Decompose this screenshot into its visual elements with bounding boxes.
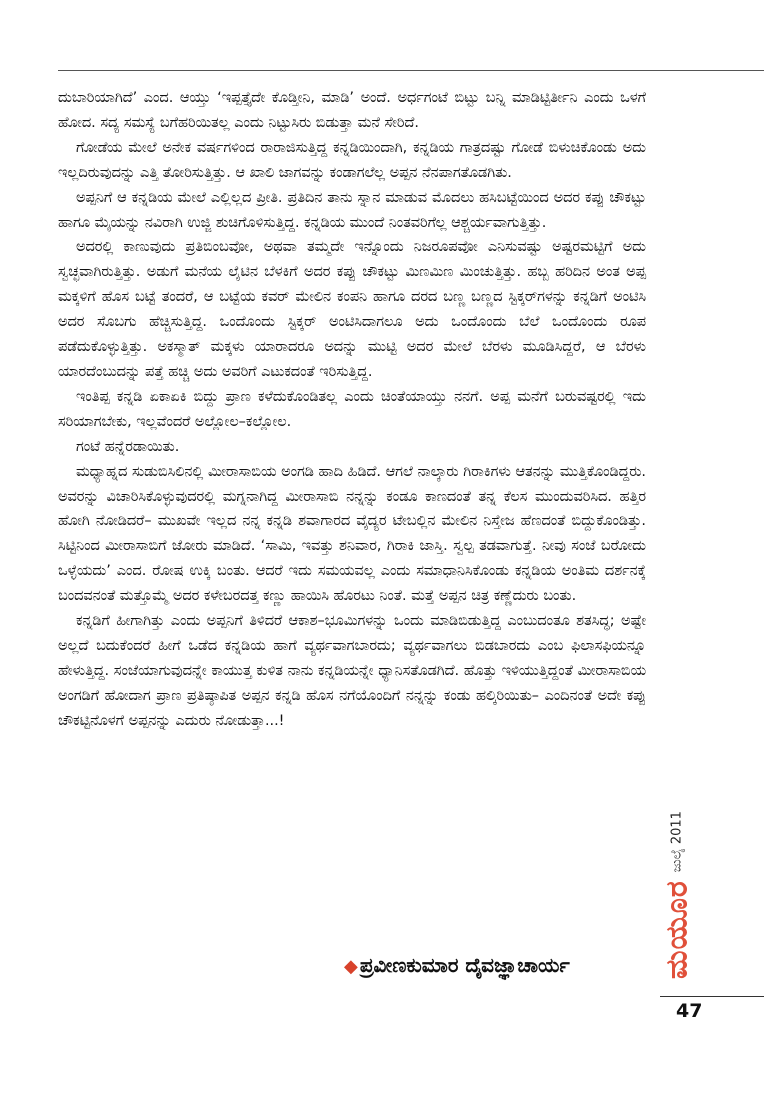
- top-rule: [58, 70, 764, 71]
- magazine-logo: ಮಯೂರ: [659, 880, 695, 979]
- paragraph: ಗಂಟೆ ಹನ್ನೆರಡಾಯಿತು.: [76, 438, 180, 455]
- page-number: 47: [676, 1000, 703, 1022]
- paragraph: ದುಬಾರಿಯಾಗಿದೆ’ ಎಂದ. ಆಯ್ತು ‘ಇಪ್ಪತ್ತೈದೇ ಕೊಡ್ತೀನಿ, ಮಾಡಿ’ ಅಂದೆ. ಅರ್ಧಗಂಟೆ ಬಿಟ್ಟು ಬನ್ನಿ ಮಾಡಿಟ್ಟಿರ್ತೀನಿ ಎಂದು ಒಳಗೆ ಹೋದ. ಸದ್ಯ ಸಮಸ್ಯೆ ಬಗೆಹರಿಯಿತಲ್ಲ ಎಂದು ನಿಟ್ಟುಸಿರು ಬಿಡುತ್ತಾ ಮನೆ ಸೇರಿದೆ.: [58, 90, 646, 131]
- author-byline: [344, 953, 664, 977]
- paragraph: ಇಂತಿಪ್ಪ ಕನ್ನಡಿ ಏಕಾಏಕಿ ಬಿದ್ದು ಪ್ರಾಣ ಕಳೆದುಕೊಂಡಿತಲ್ಲ ಎಂದು ಚಿಂತೆಯಾಯ್ತು ನನಗೆ. ಅಪ್ಪ ಮನೆಗೆ ಬರುವಷ್ಟರಲ್ಲಿ ಇದು ಸರಿಯಾಗಬೇಕು, ಇಲ್ಲವೆಂದರೆ ಅಲ್ಲೋಲ–ಕಲ್ಲೋಲ.: [58, 388, 646, 430]
- magazine-sidebar: [657, 800, 697, 990]
- paragraph: ಅದರಲ್ಲಿ ಕಾಣುವುದು ಪ್ರತಿಬಿಂಬವೋ, ಅಥವಾ ತಮ್ಮದೇ ಇನ್ನೊಂದು ನಿಜರೂಪವೋ ಎನಿಸುವಷ್ಟು ಅಷ್ಟರಮಟ್ಟಿಗೆ ಅದು ಸ್ವಚ್ಛವಾಗಿರುತ್ತಿತ್ತು. ಅಡುಗೆ ಮನೆಯ ಲೈಟಿನ ಬೆಳಕಿಗೆ ಅದರ ಕಪ್ಪು ಚೌಕಟ್ಟು ಮಿಣಮಿಣ ಮಿಂಚುತ್ತಿತ್ತು. ಹಬ್ಬ ಹರಿದಿನ ಅಂತ ಅಪ್ಪ ಮಕ್ಕಳಿಗೆ ಹೊಸ ಬಟ್ಟೆ ತಂದರೆ, ಆ ಬಟ್ಟೆಯ ಕವರ್ ಮೇಲಿನ ಕಂಪನಿ ಹಾಗೂ ದರದ ಬಣ್ಣ ಬಣ್ಣದ ಸ್ಟಿಕ್ಕರ್‌ಗಳನ್ನು ಕನ್ನಡಿಗೆ ಅಂಟಿಸಿ ಅದರ ಸೊಬಗು ಹೆಚ್ಚಿಸುತ್ತಿದ್ದ. ಒಂದೊಂದು ಸ್ಟಿಕ್ಕರ್ ಅಂಟಿಸಿದಾಗಲೂ ಅದು ಒಂದೊಂದು ಬೆಲೆ ಒಂದೊಂದು ರೂಪ ಪಡೆದುಕೊಳ್ಳುತ್ತಿತ್ತು. ಅಕಸ್ಮಾತ್ ಮಕ್ಕಳು ಯಾರಾದರೂ ಅದನ್ನು ಮುಟ್ಟಿ ಅದರ ಮೇಲೆ ಬೆರಳು ಮೂಡಿಸಿದ್ದರೆ, ಆ ಬೆರಳು ಯಾರದೆಂಬುದನ್ನು ಪತ್ತೆ ಹಚ್ಚಿ ಅದು ಅವರಿಗೆ ಎಟುಕದಂತೆ ಇರಿಸುತ್ತಿದ್ದ.: [58, 239, 646, 380]
- article-body: [58, 86, 646, 734]
- issue-date: ಜುಲೈ 2011: [669, 811, 685, 873]
- paragraph: ಮಧ್ಯಾಹ್ನದ ಸುಡುಬಿಸಿಲಿನಲ್ಲಿ ಮೀರಾಸಾಬಿಯ ಅಂಗಡಿ ಹಾದಿ ಹಿಡಿದೆ. ಆಗಲೆ ನಾಲ್ಕಾರು ಗಿರಾಕಿಗಳು ಆತನನ್ನು ಮುತ್ತಿಕೊಂಡಿದ್ದರು. ಅವರನ್ನು ವಿಚಾರಿಸಿಕೊಳ್ಳುವುದರಲ್ಲಿ ಮಗ್ನನಾಗಿದ್ದ ಮೀರಾಸಾಬಿ ನನ್ನನ್ನು ಕಂಡೂ ಕಾಣದಂತೆ ತನ್ನ ಕೆಲಸ ಮುಂದುವರಿಸಿದ. ಹತ್ತಿರ ಹೋಗಿ ನೋಡಿದರೆ– ಮುಖವೇ ಇಲ್ಲದ ನನ್ನ ಕನ್ನಡಿ ಶವಾಗಾರದ ವೈದ್ಯರ ಟೇಬಲ್ಲಿನ ಮೇಲಿನ ನಿಸ್ತೇಜ ಹೆಣದಂತೆ ಬಿದ್ದುಕೊಂಡಿತ್ತು. ಸಿಟ್ಟಿನಿಂದ ಮೀರಾಸಾಬಿಗೆ ಜೋರು ಮಾಡಿದೆ. ‘ಸಾಮಿ, ಇವತ್ತು ಶನಿವಾರ, ಗಿರಾಕಿ ಜಾಸ್ತಿ. ಸ್ವಲ್ಪ ತಡವಾಗುತ್ತೆ. ನೀವು ಸಂಜೆ ಬರೋದು ಒಳ್ಳೆಯದು’ ಎಂದ. ರೋಷ ಉಕ್ಕಿ ಬಂತು. ಆದರೆ ಇದು ಸಮಯವಲ್ಲ ಎಂದು ಸಮಾಧಾನಿಸಿಕೊಂಡು ಕನ್ನಡಿಯ ಅಂತಿಮ ದರ್ಶನಕ್ಕೆ ಬಂದವನಂತೆ ಮತ್ತೊಮ್ಮೆ ಅದರ ಕಳೇಬರದತ್ತ ಕಣ್ಣು ಹಾಯಿಸಿ ಹೊರಟು ನಿಂತೆ. ಮತ್ತೆ ಅಪ್ಪನ ಚಿತ್ರ ಕಣ್ಣೆದುರು ಬಂತು.: [58, 463, 646, 605]
- paragraph: ಕನ್ನಡಿಗೆ ಹೀಗಾಗಿತ್ತು ಎಂದು ಅಪ್ಪನಿಗೆ ತಿಳಿದರೆ ಆಕಾಶ–ಭೂಮಿಗಳನ್ನು ಒಂದು ಮಾಡಿಬಿಡುತ್ತಿದ್ದ ಎಂಬುದಂತೂ ಶತಸಿದ್ಧ; ಅಷ್ಟೇ ಅಲ್ಲದೆ ಬದುಕೆಂದರೆ ಹೀಗೆ ಒಡೆದ ಕನ್ನಡಿಯ ಹಾಗೆ ವ್ಯರ್ಥವಾಗಬಾರದು; ವ್ಯರ್ಥವಾಗಲು ಬಿಡಬಾರದು ಎಂಬ ಫಿಲಾಸಫಿಯನ್ನೂ ಹೇಳುತ್ತಿದ್ದ. ಸಂಜೆಯಾಗುವುದನ್ನೇ ಕಾಯುತ್ತ ಕುಳಿತ ನಾನು ಕನ್ನಡಿಯನ್ನೇ ಧ್ಯಾನಿಸತೊಡಗಿದೆ. ಹೊತ್ತು ಇಳಿಯುತ್ತಿದ್ದಂತೆ ಮೀರಾಸಾಬಿಯ ಅಂಗಡಿಗೆ ಹೋದಾಗ ಪ್ರಾಣ ಪ್ರತಿಷ್ಠಾಪಿತ ಅಪ್ಪನ ಕನ್ನಡಿ ಹೊಸ ನಗೆಯೊಂದಿಗೆ ನನ್ನನ್ನು ಕಂಡು ಹಲ್ಕಿರಿಯಿತು– ಎಂದಿನಂತೆ ಅದೇ ಕಪ್ಪು ಚೌಕಟ್ಟಿನೊಳಗೆ ಅಪ್ಪನನ್ನು ಎದುರು ನೋಡುತ್ತಾ...!: [58, 613, 646, 729]
- paragraph: ಅಪ್ಪನಿಗೆ ಆ ಕನ್ನಡಿಯ ಮೇಲೆ ಎಲ್ಲಿಲ್ಲದ ಪ್ರೀತಿ. ಪ್ರತಿದಿನ ತಾನು ಸ್ನಾನ ಮಾಡುವ ಮೊದಲು ಹಸಿಬಟ್ಟೆಯಿಂದ ಅದರ ಕಪ್ಪು ಚೌಕಟ್ಟು ಹಾಗೂ ಮೈಯನ್ನು ನವಿರಾಗಿ ಉಜ್ಜಿ ಶುಚಿಗೊಳಿಸುತ್ತಿದ್ದ. ಕನ್ನಡಿಯ ಮುಂದೆ ನಿಂತವರಿಗೆಲ್ಲ ಆಶ್ಚರ್ಯವಾಗುತ್ತಿತ್ತು.: [58, 189, 646, 231]
- author-name: ಪ್ರವೀಣಕುಮಾರ ದೈವಜ್ಞಾಚಾರ್ಯ: [359, 953, 570, 977]
- diamond-icon: ◆: [344, 956, 358, 977]
- paragraph: ಗೋಡೆಯ ಮೇಲೆ ಅನೇಕ ವರ್ಷಗಳಿಂದ ರಾರಾಜಿಸುತ್ತಿದ್ದ ಕನ್ನಡಿಯಿಂದಾಗಿ, ಕನ್ನಡಿಯ ಗಾತ್ರದಷ್ಟು ಗೋಡೆ ಬಿಳುಚಿಕೊಂಡು ಅದು ಇಲ್ಲದಿರುವುದನ್ನು ಎತ್ತಿ ತೋರಿಸುತ್ತಿತ್ತು. ಆ ಖಾಲಿ ಜಾಗವನ್ನು ಕಂಡಾಗಲೆಲ್ಲ ಅಪ್ಪನ ನೆನಪಾಗತೊಡಗಿತು.: [58, 139, 646, 181]
- footer-rule: [660, 996, 764, 997]
